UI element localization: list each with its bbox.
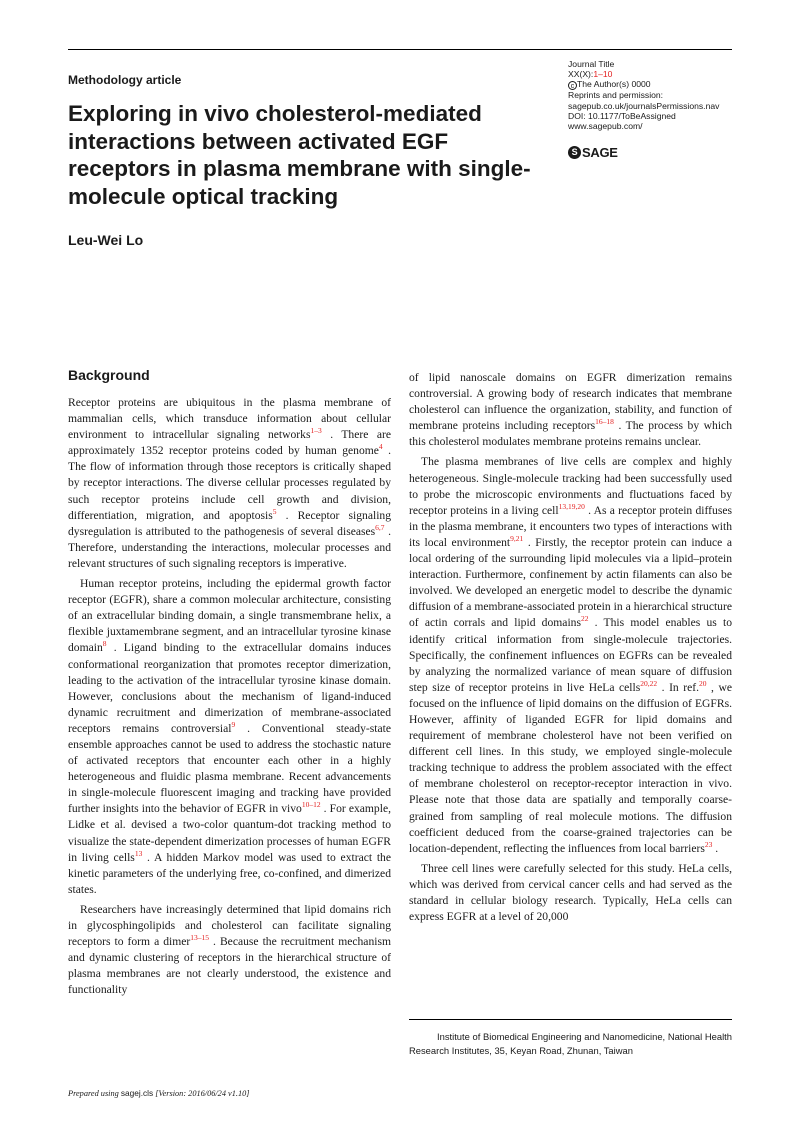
journal-volume: XX(X):1–10 <box>568 69 613 80</box>
doi: DOI: 10.1177/ToBeAssigned <box>568 110 676 121</box>
citation-link[interactable]: 6,7 <box>375 522 385 532</box>
reprints-url[interactable]: sagepub.co.uk/journalsPermissions.nav <box>568 100 720 111</box>
citation-link[interactable]: 9 <box>231 720 236 730</box>
paragraph: Receptor proteins are ubiquitous in the plasma membrane of mammalian cells, which transduce information about cellular environment to intracellular signaling networks$^{1-3}$ . There are approximately 1352 receptor proteins coded by human genome$^4$ . The flow of information through those receptors is critically shaped by receptor interactions. The diverse cellular processes regulated by such receptor proteins include cell growth and division, differentiation, migration, and apoptosis$^5$ . Receptor signaling dysregulation is attributed to the pathogenesis of several diseases$^{6,7}$ . Therefore, understanding the interactions, molecular processes and relevant structures of such signaling receptors is imperative. <box>68 396 392 570</box>
citation-link[interactable]: 13–15 <box>190 933 210 943</box>
citation-link[interactable]: 5 <box>272 506 277 516</box>
copyright-icon: c <box>568 81 577 90</box>
publisher-website[interactable]: www.sagepub.com/ <box>568 121 643 132</box>
publisher-logo <box>568 145 618 160</box>
citation-link[interactable]: 4 <box>378 442 383 452</box>
paragraph: of lipid nanoscale domains on EGFR dimerization remains controversial. A growing body of research indicates that membrane cholesterol can influence the organization, stability, and function of membrane proteins including receptors$^{16-18}$ . The process by which this cholesterol modulates membrane proteins remains unclear. <box>409 371 732 449</box>
left-column <box>68 395 391 1002</box>
sage-logo-icon: S <box>568 146 581 159</box>
citation-link[interactable]: 20,22 <box>640 678 658 688</box>
page-range-link[interactable]: 1–10 <box>593 69 613 80</box>
journal-title: Journal Title <box>568 59 615 69</box>
top-rule <box>68 49 732 50</box>
citation-link[interactable]: 13,19,20 <box>558 501 585 511</box>
citation-link[interactable]: 9,21 <box>510 534 524 544</box>
section-heading-background: Background <box>68 367 150 383</box>
citation-link[interactable]: 13 <box>134 848 143 858</box>
citation-link[interactable]: 10–12 <box>301 800 321 810</box>
citation-link[interactable]: 16–18 <box>595 417 614 427</box>
author-name: Leu-Wei Lo <box>68 232 144 248</box>
citation-link[interactable]: 20 <box>699 678 707 688</box>
paragraph: Researchers have increasingly determined that lipid domains rich in glycosphingolipids and cholesterol can facilitate signaling receptors to form a dimer$^{13-15}$ . Because the recruitment mechanism and dynamic clustering of receptors in the hierarchical structure of plasma membranes are not clearly understood, the existence and functionality <box>68 902 392 997</box>
prepared-using-footer: Prepared using sagej.cls [Version: 2016/06/24 v1.10] <box>68 1088 250 1098</box>
article-type: Methodology article <box>68 73 182 87</box>
sage-logo-text: SAGE <box>582 145 618 160</box>
citation-link[interactable]: 22 <box>580 614 589 624</box>
citation-link[interactable]: 1–3 <box>310 426 322 436</box>
paragraph: The plasma membranes of live cells are complex and highly heterogeneous. Single-molecule tracking had been successfully used to probe the microscopic environments and fluctuations faced by receptor proteins in a living cell$^{13,19,20}$ . As a receptor protein diffuses in the plasma membrane, it encounters two types of interactions with its local environment$^{9,21}$ . Firstly, the receptor protein can induce a local ordering of the surrounding lipid molecules via a lipid–protein interaction. Furthermore, confinement by actin filaments can also be involved. We developed an energetic model to describe the dynamic diffusion of a membrane-associated protein in a hierarchical structure of actin corrals and lipid domains$^{22}$ . This model enables us to identify critical information from single-molecule trajectories. Specifically, the confinement influences on EGFRs can be revealed by analyzing the normalized variance of mean square of diffusion step size of receptor proteins in live HeLa cells$^{20,22}$ . In ref.$^{20}$ , we focused on the influence of lipid domains on the diffusion of EGFRs. However, affinity of liganded EGFR for lipid domains and requirement of membrane cholesterol have not been verified on different cell lines. In this study, we employed single-molecule tracking technique to address the problem associated with the effect of membrane cholesterol on receptor-receptor interaction in vivo. Please note that those data are spatially and temporally coarse-grained from sampling of real molecule motions. The diffusion coefficient deduced from the coarse-grained trajectories can be location-dependent, reflecting the influences from local barriers$^{23}$ . <box>409 455 733 855</box>
right-column <box>409 370 732 929</box>
reprints-label: Reprints and permission: <box>568 90 664 101</box>
paragraph: Three cell lines were carefully selected for this study. HeLa cells, which was derived from cervical cancer cells and had served as the standard in cellular biology research. Typically, HeLa cells can express EGFR at a level of 20,000 <box>409 861 732 924</box>
paragraph: Human receptor proteins, including the epidermal growth factor receptor (EGFR), share a common molecular architecture, consisting of an extracellular binding domain, a single transmembrane helix, a flexible juxtamembrane segment, and an intracellular tyrosine kinase domain$^8$ . Ligand binding to the extracellular domains induces conformational reorganization that promotes receptor dimerization, leading to the activation of the intracellular tyrosine kinase domain. However, conclusions about the mechanism of ligand-induced dynamic recruitment and dimerization of membrane-associated receptors remains controversial$^9$ . Conventional steady-state ensemble approaches cannot be used to address the stochastic nature of activated receptors that encounter each other in a highly heterogeneous and fluidic plasma membrane. Recent advancements in single-molecule fluorescent imaging and tracking have provided further insights into the behavior of EGFR in vivo$^{10-12}$ . For example, Lidke et al. devised a two-color quantum-dot tracking method to visualize the state-dependent dimerization processes of human EGFR in living cells$^{13}$ . A hidden Markov model was used to extract the kinetic parameters of the underlying free, co-confined, and dimerized states. <box>68 577 391 896</box>
footnote-rule <box>409 1019 732 1020</box>
citation-link[interactable]: 23 <box>704 839 713 849</box>
class-file-name: sagej.cls <box>120 1088 154 1098</box>
citation-link[interactable]: 8 <box>102 639 107 649</box>
copyright-line: c The Author(s) 0000 <box>568 79 719 90</box>
author-affiliation: Institute of Biomedical Engineering and Nanomedicine, National Health Research Institutes, 35, Keyan Road, Zhunan, Taiwan <box>409 1031 732 1056</box>
paper-title: Exploring in vivo cholesterol-mediated interactions between activated EGF receptors in plasma membrane with single-molecule optical tracking <box>68 101 531 209</box>
journal-info <box>568 59 719 131</box>
